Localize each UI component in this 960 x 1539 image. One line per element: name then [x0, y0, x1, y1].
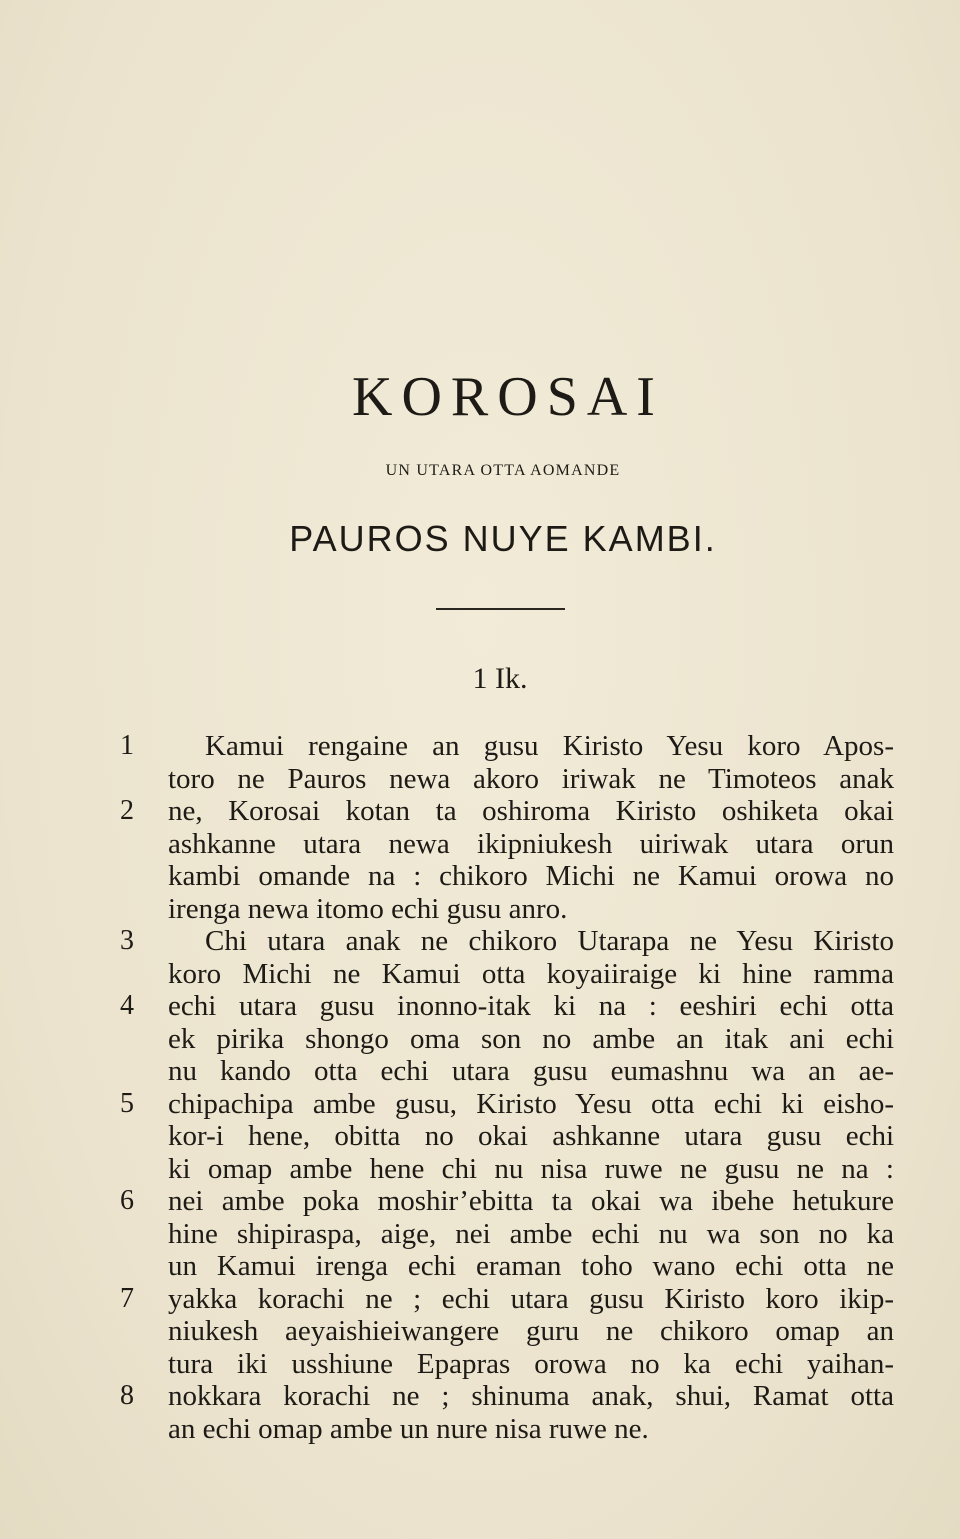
- divider-rule: [436, 608, 565, 610]
- verse-number: 2: [120, 795, 134, 826]
- line-text: yakka korachi ne ; echi utara gusu Kiristo koro ikip-: [168, 1282, 894, 1315]
- body-text: [120, 730, 894, 1445]
- line-text: kambi omande na : chikoro Michi ne Kamui orowa no: [168, 860, 894, 892]
- chapter-heading: 1 Ik.: [472, 662, 528, 695]
- page-subtitle: UN UTARA OTTA AOMANDE: [385, 462, 621, 479]
- line-text: ki omap ambe hene chi nu nisa ruwe ne gusu ne na :: [168, 1152, 894, 1185]
- verse-number: 4: [120, 990, 134, 1021]
- text-line: [120, 795, 894, 828]
- line-text: nokkara korachi ne ; shinuma anak, shui, Ramat otta: [168, 1380, 894, 1412]
- line-text: hine shipiraspa, aige, nei ambe echi nu wa son no ka: [168, 1217, 894, 1250]
- text-line: [168, 958, 894, 991]
- line-text: an echi omap ambe un nure nisa ruwe ne.: [168, 1412, 649, 1445]
- text-line: [168, 1055, 894, 1088]
- text-line: [120, 1380, 894, 1413]
- line-text: un Kamui irenga echi eraman toho wano echi otta ne: [168, 1250, 894, 1282]
- line-text: ek pirika shongo oma son no ambe an itak ani echi: [168, 1022, 894, 1055]
- verse-number: 6: [120, 1185, 134, 1216]
- line-text: toro ne Pauros newa akoro iriwak ne Timoteos anak: [168, 762, 894, 795]
- text-line: [168, 1413, 894, 1446]
- line-text: kor-i hene, obitta no okai ashkanne utara gusu echi: [168, 1120, 894, 1152]
- text-line: [168, 1023, 894, 1056]
- text-line: [120, 925, 894, 958]
- text-line: [168, 1153, 894, 1186]
- line-text: nei ambe poka moshir’ebitta ta okai wa ibehe hetukure: [168, 1185, 894, 1217]
- text-line: [120, 730, 894, 763]
- line-text: ne, Korosai kotan ta oshiroma Kiristo oshiketa okai: [168, 795, 894, 827]
- line-text: Kamui rengaine an gusu Kiristo Yesu koro Apos-: [205, 730, 894, 762]
- line-text: ashkanne utara newa ikipniukesh uiriwak utara orun: [168, 827, 894, 860]
- verse-number: 7: [120, 1282, 134, 1314]
- text-line: [168, 763, 894, 796]
- verse-number: 1: [120, 730, 134, 761]
- text-line: [168, 1348, 894, 1381]
- section-heading: PAUROS NUYE KAMBI.: [289, 518, 717, 559]
- text-line: [168, 893, 894, 926]
- verse-number: 5: [120, 1087, 134, 1119]
- line-text: nu kando otta echi utara gusu eumashnu wa an ae-: [168, 1055, 894, 1087]
- line-text: irenga newa itomo echi gusu anro.: [168, 892, 568, 925]
- verse-number: 8: [120, 1380, 134, 1411]
- text-line: [120, 1282, 894, 1316]
- line-text: echi utara gusu inonno-itak ki na : eeshiri echi otta: [168, 990, 894, 1022]
- line-text: tura iki usshiune Epapras orowa no ka echi yaihan-: [168, 1347, 894, 1380]
- line-text: chipachipa ambe gusu, Kiristo Yesu otta echi ki eisho-: [168, 1087, 894, 1120]
- text-line: [168, 860, 894, 893]
- text-line: [120, 1185, 894, 1218]
- line-text: niukesh aeyaishieiwangere guru ne chikoro omap an: [168, 1315, 894, 1347]
- line-text: Chi utara anak ne chikoro Utarapa ne Yesu Kiristo: [205, 925, 894, 957]
- text-line: [168, 1250, 894, 1283]
- verse-number: 3: [120, 925, 134, 956]
- text-line: [168, 828, 894, 861]
- text-line: [168, 1315, 894, 1348]
- text-line: [120, 990, 894, 1023]
- line-text: koro Michi ne Kamui otta koyaiiraige ki hine ramma: [168, 957, 894, 990]
- text-line: [120, 1087, 894, 1121]
- page-title: KOROSAI: [352, 366, 664, 428]
- text-line: [168, 1218, 894, 1251]
- text-line: [168, 1120, 894, 1153]
